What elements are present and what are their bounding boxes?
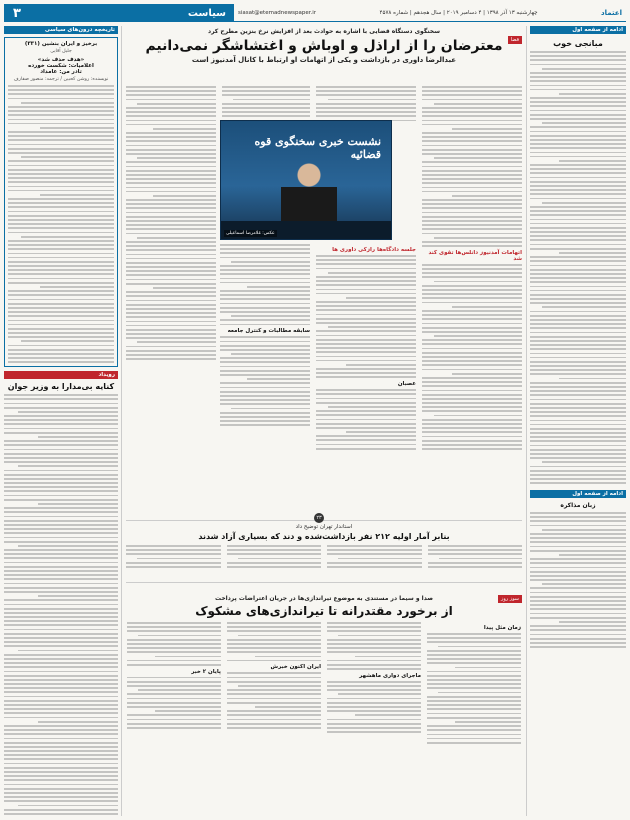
lead-kicker: سخنگوی دستگاه قضایی با اشاره به حوادث بعد از افزایش نرخ بنزین مطرح کرد bbox=[207, 28, 440, 35]
history-kicker: برخیز و ایران بنشین (۳۳۱) bbox=[24, 41, 98, 47]
bottom-subheading-1: زمان مثل پیدا bbox=[483, 625, 521, 631]
masthead bbox=[4, 4, 626, 22]
history-box bbox=[4, 37, 118, 367]
history-headline: «هدف حذف شد» bbox=[37, 57, 85, 63]
site-email[interactable]: siasat@etemadnewspaper.ir bbox=[238, 9, 317, 16]
bottom-subheading-4: ماجرای دواری ماهشهر bbox=[359, 672, 421, 679]
bottom-tag: سوز روز bbox=[498, 595, 522, 603]
date-strip bbox=[234, 4, 626, 22]
bottom-column-3 bbox=[227, 622, 321, 744]
date-line: چهارشنبه ۱۳ آذر ۱۳۹۸ | ۴ دسامبر ۲۰۱۹ | سال هجدهم | شماره ۴۵۷۸ bbox=[379, 9, 538, 16]
right-column-body-2 bbox=[530, 512, 626, 648]
governor-headline: بنابر آمار اولیه ۲۱۲ نفر بازداشت‌شده و دند که بسیاری آزاد شدند bbox=[198, 532, 450, 541]
event-body bbox=[4, 394, 118, 816]
history-headline-2: اعلامیات: شکست خورده bbox=[28, 63, 94, 69]
lead-subheading-1: اتهامات آمدنیوز دانلس‌ها تقوی‌ کند شد bbox=[428, 249, 522, 262]
right-column-headline-2: زبان مذاکره bbox=[560, 502, 596, 510]
right-column-headline: مبانجی خوب bbox=[553, 39, 603, 48]
history-author: جلیل آقایی bbox=[50, 49, 72, 54]
history-body bbox=[8, 85, 114, 363]
bottom-column-1 bbox=[427, 622, 521, 744]
lead-column-2-top bbox=[316, 86, 416, 116]
section-band bbox=[4, 4, 234, 22]
press-conference-photo bbox=[220, 120, 392, 240]
lead-column-4 bbox=[126, 86, 216, 516]
left-column-tag: تاریخچه درون‌های سیاسی bbox=[4, 26, 118, 34]
lead-headline: معترضان را از اراذل و اوباش و اغتشاشگر نمی‌دانیم bbox=[145, 38, 503, 54]
bottom-kicker: صدا و سیما در مستندی به موضوع تیراندازی‌ها در جریان اعتراضات پرداخت bbox=[214, 595, 433, 602]
event-headline: کنایه بی‌مدارا به وزیر جوان bbox=[7, 382, 115, 392]
newspaper-logo: اعتماد bbox=[601, 8, 622, 17]
bottom-article bbox=[126, 582, 522, 816]
lead-subheading-4: سابقه مطالبات و کنترل جامعه bbox=[227, 328, 310, 335]
lead-subheading-2: جلسه دادگاه‌ها رازکی داوری ها bbox=[332, 247, 416, 253]
lead-column-2 bbox=[316, 244, 416, 514]
page-badge: ۲۳ bbox=[314, 513, 324, 523]
bottom-subheading-2: پایان ۲ خبر bbox=[191, 668, 221, 675]
right-column bbox=[526, 26, 626, 816]
right-column-body bbox=[530, 51, 626, 484]
main-tag: قضا bbox=[508, 36, 522, 44]
right-column-tag-2: ادامه از صفحه اول bbox=[530, 490, 626, 498]
photo-banner-text: نشست خبری سخنگوی قوه قضائیه bbox=[254, 135, 381, 161]
lead-subheading-3: عصبان bbox=[397, 381, 416, 388]
bottom-subheading-3: ایران اکنون خبرش bbox=[270, 664, 321, 671]
governor-strip bbox=[126, 520, 522, 578]
main-area bbox=[126, 26, 522, 816]
history-headline-3: تادر من: عامداد bbox=[40, 69, 82, 75]
lead-column-3-top bbox=[222, 86, 310, 116]
left-column bbox=[4, 26, 122, 816]
right-column-tag: ادامه از صفحه اول bbox=[530, 26, 626, 34]
photo-caption: عکس: غلامرضا اسماعیلی bbox=[226, 231, 275, 236]
lead-subhead: عبدالرضا داوری در بازداشت و یکی از اتهامات او ارتباط با کانال آمدنیوز است bbox=[191, 56, 457, 64]
lead-column-1 bbox=[422, 86, 522, 516]
history-byline: نویسنده: روشن کحبین / ترجمه: منصور صفارف bbox=[13, 77, 109, 82]
bottom-column-2 bbox=[327, 622, 421, 744]
governor-kicker: استاندار تهران توضیح داد bbox=[295, 524, 353, 530]
bottom-headline: از برخورد مقتدرانه تا تیراندازی‌های مشکوک bbox=[195, 604, 453, 618]
page-number: ۳ bbox=[13, 5, 21, 21]
event-tag: رویداد bbox=[4, 371, 118, 379]
lead-column-3 bbox=[220, 244, 310, 514]
bottom-column-4 bbox=[127, 622, 221, 744]
section-title: سیاست bbox=[187, 7, 226, 19]
